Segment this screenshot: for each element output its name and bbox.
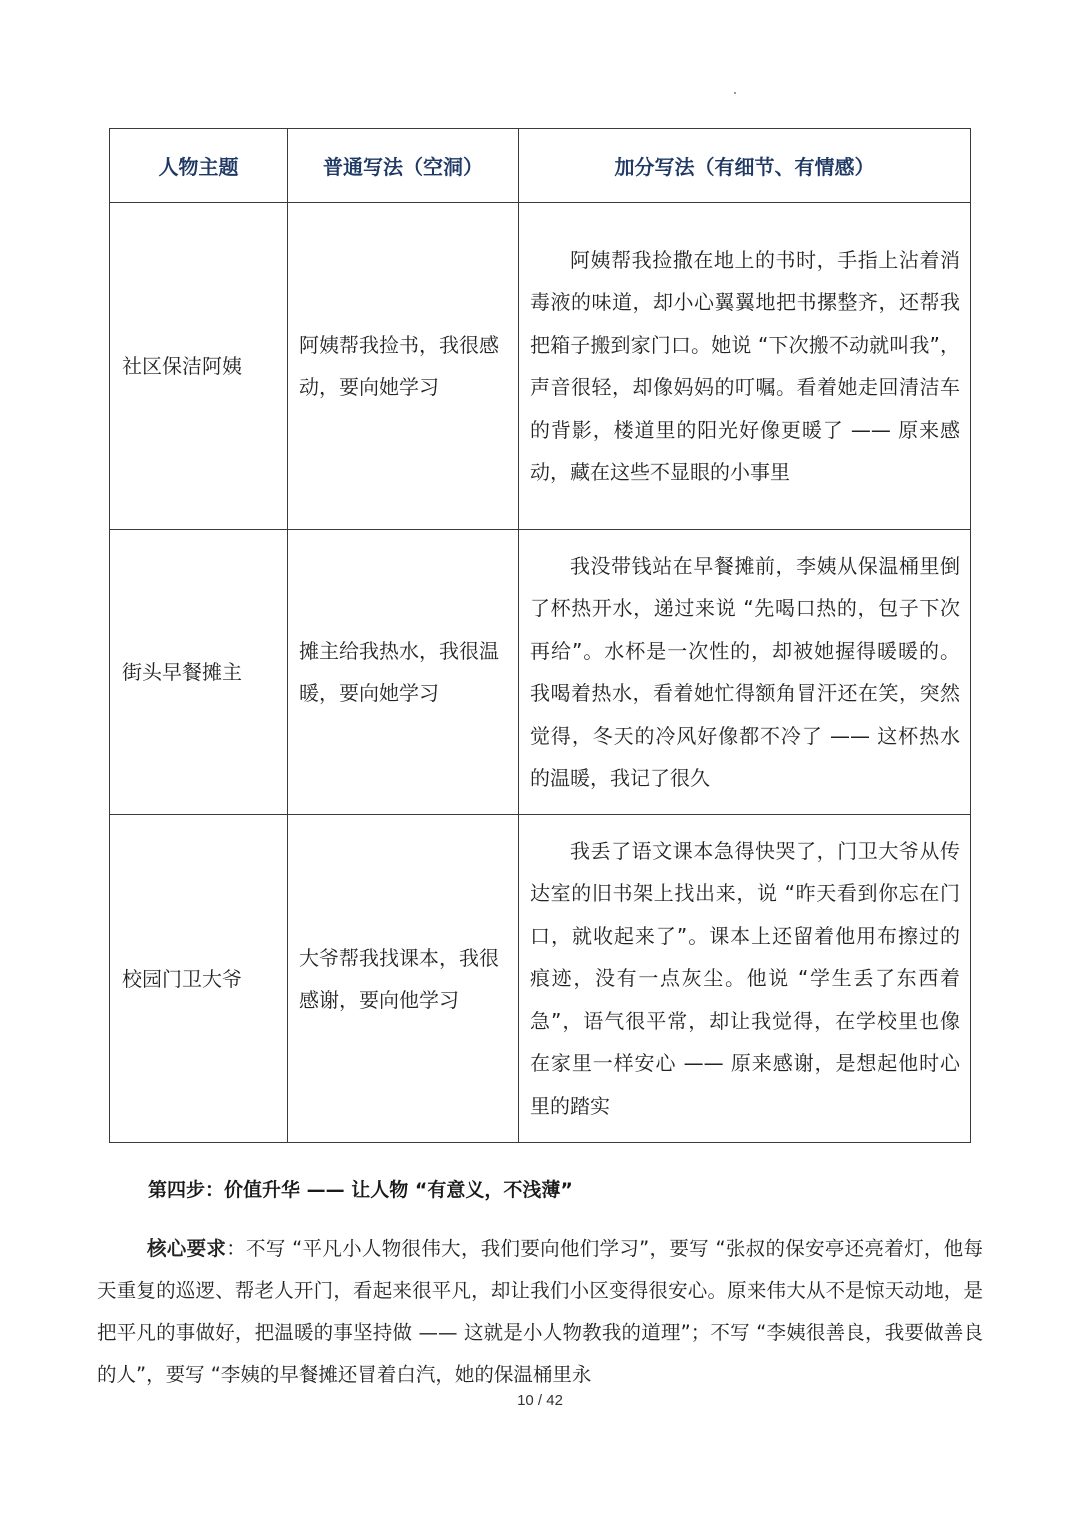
header-plain-writing: 普通写法（空洞）	[288, 129, 519, 203]
topic-cell: 校园门卫大爷	[110, 815, 288, 1143]
core-requirement-paragraph	[97, 1228, 983, 1396]
plain-writing-cell: 大爷帮我找课本，我很感谢，要向他学习	[288, 815, 519, 1143]
table-row	[110, 530, 971, 815]
topic-cell: 社区保洁阿姨	[110, 203, 288, 530]
page-number: 10 / 42	[517, 1392, 563, 1409]
rich-writing-cell: 我没带钱站在早餐摊前，李姨从保温桶里倒了杯热开水，递过来说 “先喝口热的，包子下次再给”。水杯是一次性的，却被她握得暖暖的。我喝着热水，看着她忙得额角冒汗还在笑，突然觉得，冬天的冷风好像都不冷了 —— 这杯热水的温暖，我记了很久	[519, 530, 971, 815]
core-requirement-text: ：不写 “平凡小人物很伟大，我们要向他们学习”，要写 “张叔的保安亭还亮着灯，他每天重复的巡逻、帮老人开门，看起来很平凡，却让我们小区变得很安心。原来伟大从不是惊天动地，是把平凡的事做好，把温暖的事坚持做 —— 这就是小人物教我的道理”；不写 “李姨很善良，我要做善良的人”，要写 “李姨的早餐摊还冒着白汽，她的保温桶里永	[97, 1237, 983, 1386]
header-topic: 人物主题	[110, 129, 288, 203]
plain-writing-cell: 摊主给我热水，我很温暖，要向她学习	[288, 530, 519, 815]
scan-dot	[734, 92, 736, 94]
core-requirement-label: 核心要求	[147, 1237, 227, 1260]
table-row	[110, 815, 971, 1143]
header-rich-writing: 加分写法（有细节、有情感）	[519, 129, 971, 203]
table-row	[110, 203, 971, 530]
plain-writing-cell: 阿姨帮我捡书，我很感动，要向她学习	[288, 203, 519, 530]
step-four-heading: 第四步：价值升华 —— 让人物 “有意义，不浅薄”	[148, 1179, 573, 1201]
rich-writing-cell: 我丢了语文课本急得快哭了，门卫大爷从传达室的旧书架上找出来，说 “昨天看到你忘在门口，就收起来了”。课本上还留着他用布擦过的痕迹，没有一点灰尘。他说 “学生丢了东西着急”，语气很平常，却让我觉得，在学校里也像在家里一样安心 —— 原来感谢，是想起他时心里的踏实	[519, 815, 971, 1143]
table-header-row	[110, 129, 971, 203]
comparison-table	[109, 128, 971, 1143]
topic-cell: 街头早餐摊主	[110, 530, 288, 815]
comparison-table-wrapper	[109, 128, 970, 1143]
rich-writing-cell: 阿姨帮我捡撒在地上的书时，手指上沾着消毒液的味道，却小心翼翼地把书摞整齐，还帮我把箱子搬到家门口。她说 “下次搬不动就叫我”，声音很轻，却像妈妈的叮嘱。看着她走回清洁车的背影，楼道里的阳光好像更暖了 —— 原来感动，藏在这些不显眼的小事里	[519, 203, 971, 530]
